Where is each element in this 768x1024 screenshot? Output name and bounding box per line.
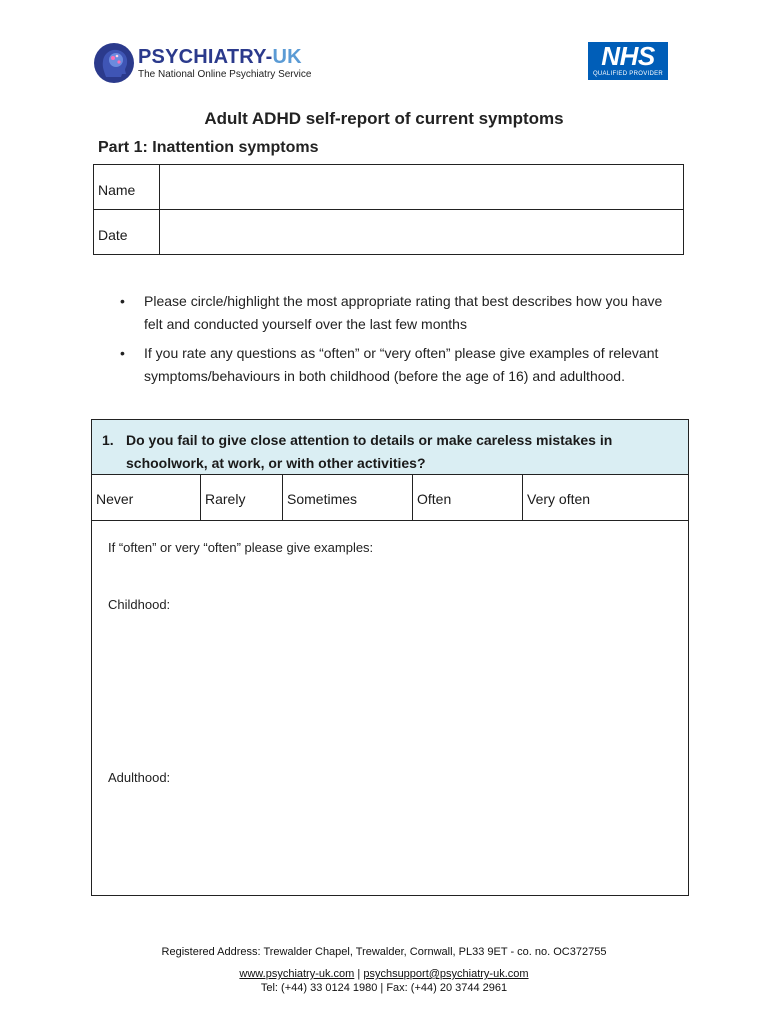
nhs-wordmark: NHS (601, 41, 655, 71)
question-number: 1. (102, 432, 114, 448)
section-heading: Part 1: Inattention symptoms (98, 139, 319, 156)
date-label: Date (94, 210, 160, 255)
date-field[interactable] (160, 210, 684, 255)
name-field[interactable] (160, 165, 684, 210)
name-label: Name (94, 165, 160, 210)
question-text: Do you fail to give close attention to details or make careless mistakes in schoolwork, at work, or with other activities? (126, 432, 613, 471)
page-header (94, 42, 668, 86)
page-footer (0, 945, 768, 995)
instructions-list (120, 290, 680, 394)
brain-head-icon (94, 43, 134, 83)
website-link[interactable]: www.psychiatry-uk.com (239, 968, 355, 980)
logo-wordmark: PSYCHIATRY-UK (138, 45, 302, 68)
question-card (91, 419, 689, 896)
link-separator: | (354, 968, 364, 980)
logo-tagline: The National Online Psychiatry Service (138, 68, 312, 80)
document-title: Adult ADHD self-report of current symptoms (204, 109, 564, 128)
psychiatry-uk-logo (94, 42, 311, 84)
email-link[interactable]: psychsupport@psychiatry-uk.com (363, 968, 529, 980)
examples-prompt: If “often” or very “often” please give examples: (108, 540, 374, 555)
instruction-item: • If you rate any questions as “often” or “very often” please give examples of relevant symptoms/behaviours in both childhood (before the age of 16) and adulthood. (120, 342, 680, 388)
nhs-logo (588, 42, 668, 80)
rating-scale (92, 475, 688, 521)
rating-rarely[interactable]: Rarely (201, 475, 283, 520)
rating-never[interactable]: Never (92, 475, 201, 520)
rating-sometimes[interactable]: Sometimes (283, 475, 413, 520)
rating-very-often[interactable]: Very often (527, 491, 591, 507)
adulthood-label: Adulthood: (108, 770, 171, 785)
childhood-label: Childhood: (108, 597, 171, 612)
identity-table (93, 164, 684, 255)
date-row (94, 210, 684, 255)
examples-area[interactable] (92, 521, 688, 895)
rating-often[interactable]: Often (413, 475, 523, 520)
phone-fax: Tel: (+44) 33 0124 1980 | Fax: (+44) 20 3744 2961 (260, 982, 508, 994)
question-header (92, 420, 688, 475)
nhs-subtitle: QUALIFIED PROVIDER (592, 71, 664, 77)
registered-address: Registered Address: Trewalder Chapel, Trewalder, Cornwall, PL33 9ET - co. no. OC372755 (161, 946, 607, 958)
instruction-item: • Please circle/highlight the most appropriate rating that best describes how you have felt and conducted yourself over the last few months (120, 290, 680, 336)
contact-links (0, 967, 768, 981)
name-row (94, 165, 684, 210)
